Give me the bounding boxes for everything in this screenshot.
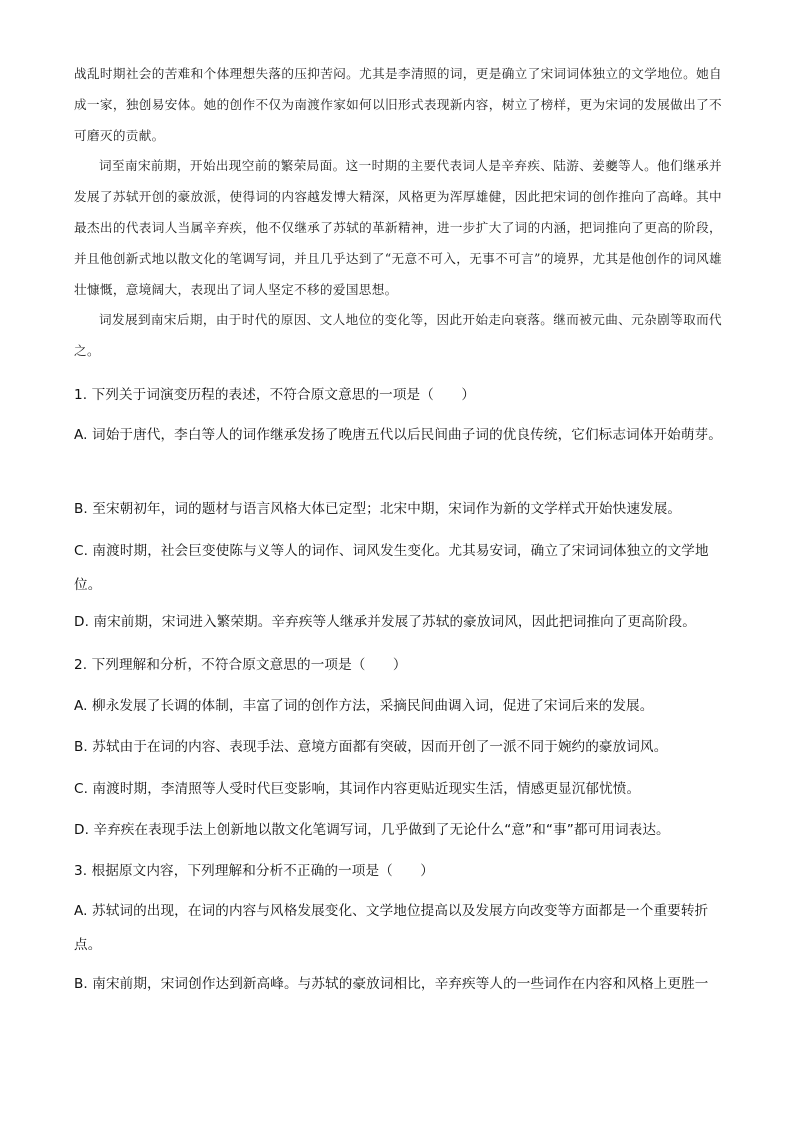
answer-option: D. 辛弃疾在表现手法上创新地以散文化笔调写词，几乎做到了无论什么“意”和“事”都可用词表达。	[74, 822, 670, 838]
answer-option: D. 南宋前期，宋词进入繁荣期。辛弃疾等人继承并发展了苏轼的豪放词风，因此把词推向了更高阶段。	[74, 614, 696, 630]
answer-option: A. 苏轼词的出现，在词的内容与风格发展变化、文学地位提高以及发展方向改变等方面都是一个重要转折点。	[74, 903, 709, 953]
answer-option: B. 至宋朝初年，词的题材与语言风格大体已定型；北宋中期，宋词作为新的文学样式开始快速发展。	[74, 501, 682, 517]
question-stem: 3. 根据原文内容，下列理解和分析不正确的一项是（ ）	[74, 863, 434, 879]
passage-paragraph: 词发展到南宋后期，由于时代的原因、文人地位的变化等，因此开始走向衰落。继而被元曲、元杂剧等取而代之。	[74, 312, 722, 359]
passage-paragraph: 词至南宋前期，开始出现空前的繁荣局面。这一时期的主要代表词人是辛弃疾、陆游、姜夔等人。他们继承并发展了苏轼开创的豪放派，使得词的内容越发博大精深，风格更为浑厚雄健，因此把宋词的创作推向了高峰。其中最杰出的代表词人当属辛弃疾，他不仅继承了苏轼的革新精神，进一步扩大了词的内涵，把词推向了更高的阶段，并且他创新式地以散文化的笔调写词，并且几乎达到了“无意不可入，无事不可言”的境界，尤其是他创作的词风雄壮慷慨，意境阔大，表现出了词人坚定不移的爱国思想。	[74, 158, 722, 297]
answer-option: C. 南渡时期，李清照等人受时代巨变影响，其词作内容更贴近现实生活，情感更显沉郁忧愤。	[74, 781, 641, 797]
question-stem: 1. 下列关于词演变历程的表述，不符合原文意思的一项是（ ）	[74, 387, 476, 403]
answer-option: A. 词始于唐代，李白等人的词作继承发扬了晚唐五代以后民间曲子词的优良传统，它们标志词体开始萌芽。	[74, 427, 722, 443]
answer-option: C. 南渡时期，社会巨变使陈与义等人的词作、词风发生变化。尤其易安词，确立了宋词词体独立的文学地位。	[74, 543, 709, 593]
answer-option: B. 苏轼由于在词的内容、表现手法、意境方面都有突破，因而开创了一派不同于婉约的豪放词风。	[74, 739, 668, 755]
question-stem: 2. 下列理解和分析，不符合原文意思的一项是（ ）	[74, 657, 407, 673]
answer-option: A. 柳永发展了长调的体制，丰富了词的创作方法，采摘民间曲调入词，促进了宋词后来的发展。	[74, 698, 654, 714]
passage-paragraph: 战乱时期社会的苦难和个体理想失落的压抑苦闷。尤其是李清照的词，更是确立了宋词词体独立的文学地位。她自成一家，独创易安体。她的创作不仅为南渡作家如何以旧形式表现新内容，树立了榜样，更为宋词的发展做出了不可磨灭的贡献。	[74, 66, 722, 143]
answer-option: B. 南宋前期，宋词创作达到新高峰。与苏轼的豪放词相比，辛弃疾等人的一些词作在内容和风格上更胜一	[74, 976, 709, 992]
reading-passage	[74, 59, 722, 367]
